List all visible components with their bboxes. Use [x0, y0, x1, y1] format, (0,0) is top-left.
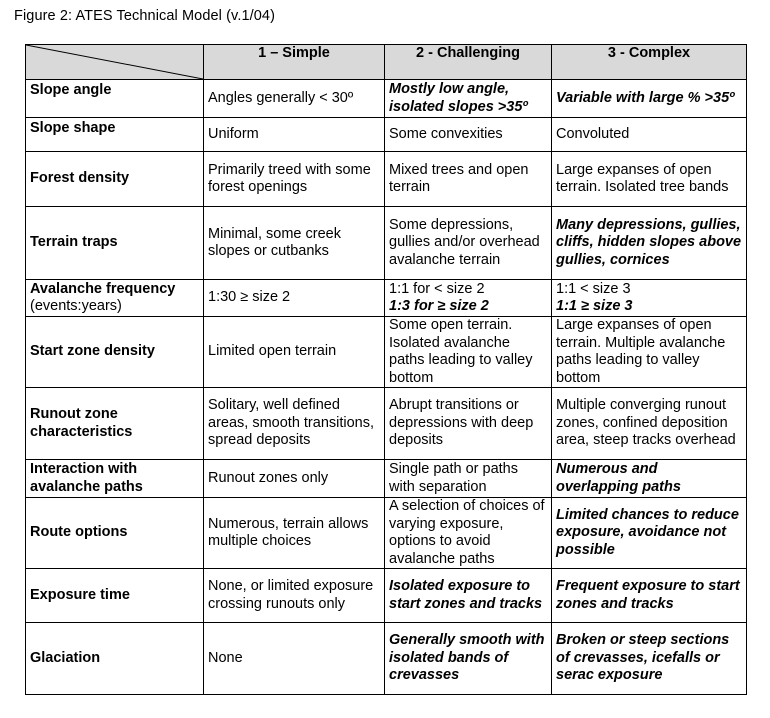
table-row — [26, 152, 747, 207]
row-label-avalanche-frequency — [26, 280, 204, 317]
cell-challenging: Some convexities — [385, 118, 552, 152]
table-row — [26, 569, 747, 623]
cell-complex: Broken or steep sections of crevasses, icefalls or serac exposure — [552, 623, 747, 695]
cell-simple: Uniform — [204, 118, 385, 152]
frequency-line-2: 1:1 ≥ size 3 — [556, 298, 633, 314]
cell-simple: Angles generally < 30º — [204, 80, 385, 118]
cell-simple: 1:30 ≥ size 2 — [204, 280, 385, 317]
figure-caption: Figure 2: ATES Technical Model (v.1/04) — [14, 8, 275, 24]
cell-complex: Numerous and overlapping paths — [552, 460, 747, 498]
frequency-line-1: 1:1 for < size 2 — [389, 280, 485, 297]
row-label-runout-zone: Runout zone characteristics — [26, 388, 204, 460]
cell-simple: Minimal, some creek slopes or cutbanks — [204, 207, 385, 280]
row-label-route-options: Route options — [26, 498, 204, 569]
frequency-line-2: 1:3 for ≥ size 2 — [389, 298, 489, 314]
cell-challenging: Isolated exposure to start zones and tracks — [385, 569, 552, 623]
header-row — [26, 45, 747, 80]
cell-challenging: Mixed trees and open terrain — [385, 152, 552, 207]
cell-complex: Multiple converging runout zones, confined deposition area, steep tracks overhead — [552, 388, 747, 460]
cell-complex: Variable with large % >35º — [552, 80, 747, 118]
cell-challenging — [385, 280, 552, 317]
cell-complex: Limited chances to reduce exposure, avoidance not possible — [552, 498, 747, 569]
frequency-line-1: 1:1 < size 3 — [556, 280, 631, 297]
column-header-challenging: 2 - Challenging — [385, 45, 552, 80]
table-row — [26, 623, 747, 695]
cell-simple: Runout zones only — [204, 460, 385, 498]
cell-complex: Frequent exposure to start zones and tracks — [552, 569, 747, 623]
row-label-terrain-traps: Terrain traps — [26, 207, 204, 280]
cell-simple: Limited open terrain — [204, 317, 385, 388]
row-label-slope-shape: Slope shape — [26, 118, 204, 152]
cell-challenging: Single path or paths with separation — [385, 460, 552, 498]
table-row — [26, 388, 747, 460]
table-row — [26, 280, 747, 317]
cell-simple: None — [204, 623, 385, 695]
cell-complex: Many depressions, gullies, cliffs, hidden slopes above gullies, cornices — [552, 207, 747, 280]
cell-challenging: Generally smooth with isolated bands of crevasses — [385, 623, 552, 695]
row-label-interaction: Interaction with avalanche paths — [26, 460, 204, 498]
row-label-subtext: (events:years) — [30, 298, 122, 314]
cell-simple: Numerous, terrain allows multiple choices — [204, 498, 385, 569]
row-label-glaciation: Glaciation — [26, 623, 204, 695]
cell-challenging: A selection of choices of varying exposure, options to avoid avalanche paths — [385, 498, 552, 569]
cell-complex: Large expanses of open terrain. Isolated tree bands — [552, 152, 747, 207]
cell-simple: Primarily treed with some forest openings — [204, 152, 385, 207]
table-row — [26, 80, 747, 118]
ates-technical-model-table — [25, 44, 747, 695]
table-row — [26, 118, 747, 152]
row-label-start-zone-density: Start zone density — [26, 317, 204, 388]
diagonal-divider — [26, 45, 203, 79]
row-label-forest-density: Forest density — [26, 152, 204, 207]
row-label-exposure-time: Exposure time — [26, 569, 204, 623]
cell-challenging: Abrupt transitions or depressions with deep deposits — [385, 388, 552, 460]
cell-challenging: Mostly low angle, isolated slopes >35º — [385, 80, 552, 118]
table-row — [26, 498, 747, 569]
column-header-simple: 1 – Simple — [204, 45, 385, 80]
row-label-text: Avalanche frequency — [30, 280, 176, 297]
table-row — [26, 460, 747, 498]
corner-cell — [26, 45, 204, 80]
row-label-slope-angle: Slope angle — [26, 80, 204, 118]
cell-complex: Convoluted — [552, 118, 747, 152]
cell-simple: Solitary, well defined areas, smooth transitions, spread deposits — [204, 388, 385, 460]
cell-complex: Large expanses of open terrain. Multiple avalanche paths leading to valley bottom — [552, 317, 747, 388]
table-row — [26, 317, 747, 388]
cell-complex — [552, 280, 747, 317]
cell-challenging: Some open terrain. Isolated avalanche paths leading to valley bottom — [385, 317, 552, 388]
cell-challenging: Some depressions, gullies and/or overhead avalanche terrain — [385, 207, 552, 280]
table-row — [26, 207, 747, 280]
column-header-complex: 3 - Complex — [552, 45, 747, 80]
cell-simple: None, or limited exposure crossing runouts only — [204, 569, 385, 623]
